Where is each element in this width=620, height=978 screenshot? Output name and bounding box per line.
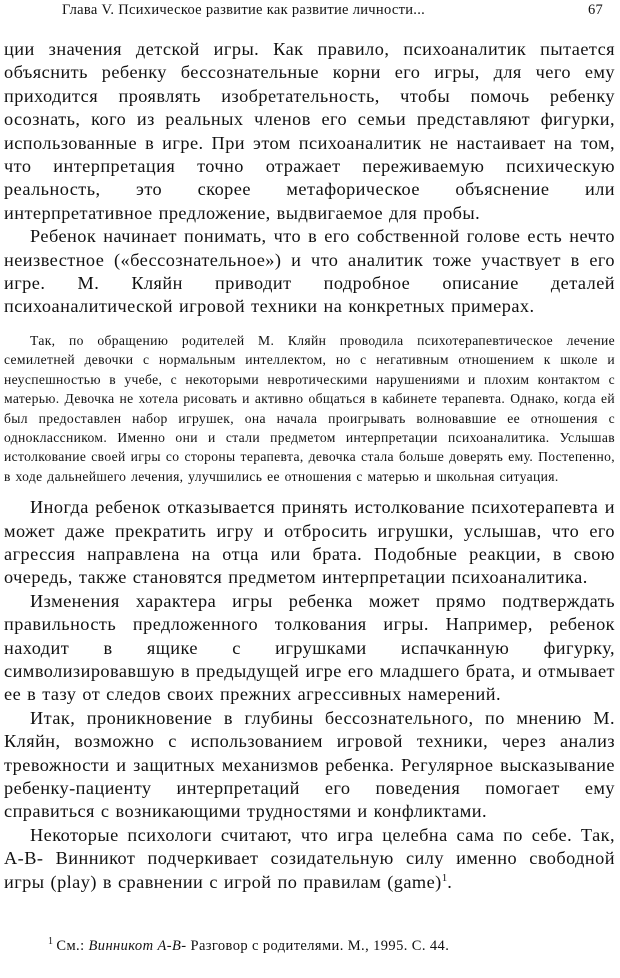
footnote: [48, 938, 608, 955]
paragraph-4: Изменения характера игры ребенка может прямо подтверждать правильность предложенного толкования игры. Например, ребенок находит в ящике с игрушками испачканную фигурку, символизировавшую в предыдущей игре его младшего брата, и отмывает ее в тазу от следов своих прежних агрессивных намерений.: [4, 590, 615, 705]
footnote-author: Винникот А-В-: [88, 938, 187, 954]
paragraph-1: ции значения детской игры. Как правило, психоаналитик пытается объяснить ребенку бессознательные корни его игры, для чего ему приходится проявлять изобретательность, чтобы помочь ребенку осознать, кого из реальных членов его семьи представляют фигурки, использованные в игре. При этом психоаналитик не настаивает на том, что интерпретация точно отражает переживаемую психическую реальность, это скорее метафорическое объяснение или интерпретативное предложение, выдвигаемое для пробы.: [4, 39, 615, 223]
paragraph-2: Ребенок начинает понимать, что в его собственной голове есть нечто неизвестное («бессознательное») и что аналитик тоже участвует в его игре. М. Кляйн приводит подробное описание деталей психоаналитической игровой техники на конкретных примерах.: [4, 226, 615, 317]
paragraph-6: [4, 824, 615, 897]
paragraph-6-end: .: [447, 871, 453, 892]
paragraph-5: Итак, проникновение в глубины бессознательного, по мнению М. Кляйн, возможно с использованием игровой техники, через анализ тревожности и защитных механизмов ребенка. Регулярное высказывание ребенку-пациенту интерпретаций его поведения помогает ему справиться с возникающими трудностями и конфликтами.: [4, 707, 615, 822]
running-header: [0, 0, 620, 28]
footnote-prefix: См.:: [56, 938, 89, 954]
footnote-text: Разговор с родителями. М., 1995. С. 44.: [186, 938, 450, 954]
clinical-example: Так, по обращению родителей М. Кляйн проводила психотерапевтическое лечение семилетней девочки с нормальным интеллектом, но с негативным отношением к школе и неуспешностью в учебе, с некоторыми невротическими нарушениями и плохим контактом с матерью. Девочка не хотела рисовать и активно общаться в кабинете терапевта. Однако, когда ей был предоставлен набор игрушек, она начала проигрывать волновавшие ее отношения с одноклассником. Именно они и стали предметом интерпретации психоаналитика. Услышав истолкование своей игры со стороны терапевта, девочка стала больше доверять ему. Постепенно, в ходе дальнейшего лечения, улучшились ее отношения с матерью и школьная ситуация.: [4, 332, 615, 484]
footnote-reference[interactable]: 1: [441, 871, 448, 884]
paragraph-6-text: Некоторые психологи считают, что игра целебна сама по себе. Так, А-В- Винникот подчеркивает созидательную силу именно свободной игры (play) в сравнении с игрой по правилам (game): [4, 824, 615, 892]
chapter-title: Глава V. Психическое развитие как развитие личности...: [62, 2, 426, 18]
footnote-marker: 1: [48, 936, 54, 947]
body-text: [4, 38, 615, 897]
page-number: 67: [588, 2, 604, 18]
paragraph-3: Иногда ребенок отказывается принять истолкование психотерапевта и может даже прекратить игру и отбросить игрушки, услышав, что его агрессия направлена на отца или брата. Подобные реакции, в свою очередь, также становятся предметом интерпретации психоаналитика.: [4, 497, 615, 588]
